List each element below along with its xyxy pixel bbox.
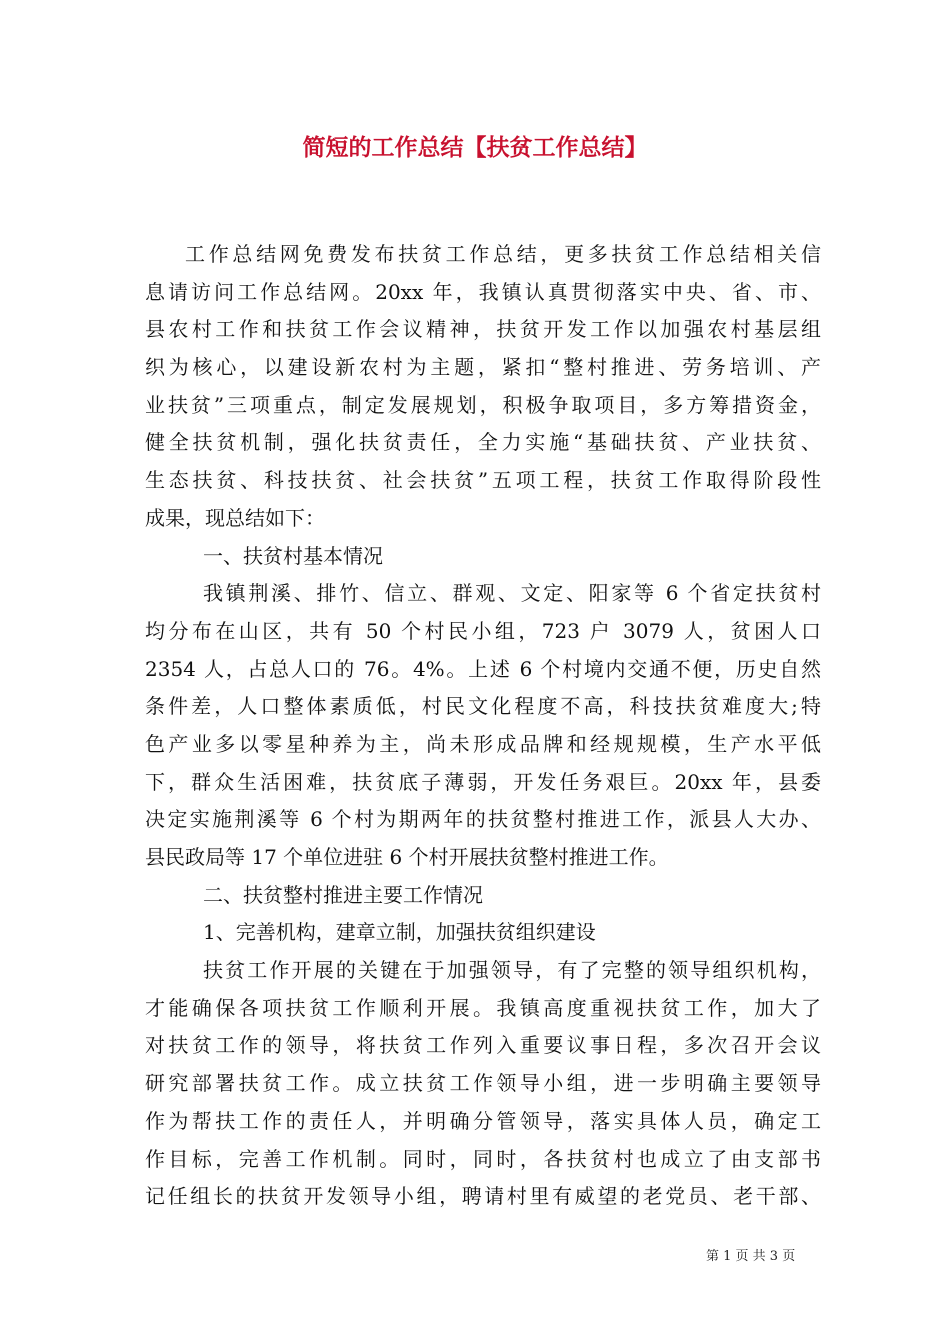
paragraph-line: 作目标，完善工作机制。同时，同时，各扶贫村也成立了由支部书 [145, 1146, 821, 1171]
paragraph-line: 扶贫工作开展的关键在于加强领导，有了完整的领导组织机构， [203, 958, 821, 983]
section-heading: 二、扶贫整村推进主要工作情况 [203, 882, 483, 907]
paragraph-line: 健全扶贫机制，强化扶贫责任，全力实施“基础扶贫、产业扶贫、 [145, 430, 821, 455]
paragraph-line: 才能确保各项扶贫工作顺利开展。我镇高度重视扶贫工作，加大了 [145, 995, 821, 1020]
paragraph-line: 县农村工作和扶贫工作会议精神，扶贫开发工作以加强农村基层组 [145, 317, 821, 342]
paragraph-line: 织为核心，以建设新农村为主题，紧扣“整村推进、劳务培训、产 [145, 355, 821, 380]
paragraph-line: 工作总结网免费发布扶贫工作总结，更多扶贫工作总结相关信 [185, 242, 821, 266]
paragraph-line: 均分布在山区，共有 50 个村民小组，723 户 3079 人，贫困人口 [145, 618, 821, 643]
document-title: 简短的工作总结【扶贫工作总结】 [302, 135, 648, 161]
paragraph-line: 记任组长的扶贫开发领导小组，聘请村里有威望的老党员、老干部、 [145, 1184, 821, 1209]
paragraph-line: 下，群众生活困难，扶贫底子薄弱，开发任务艰巨。20xx 年，县委 [145, 769, 821, 794]
document-body [145, 236, 821, 1216]
section-heading: 一、扶贫村基本情况 [203, 543, 383, 568]
paragraph-line: 研究部署扶贫工作。成立扶贫工作领导小组，进一步明确主要领导 [145, 1071, 821, 1096]
paragraph-line: 条件差，人口整体素质低，村民文化程度不高，科技扶贫难度大;特 [145, 694, 821, 719]
paragraph-line: 县民政局等 17 个单位进驻 6 个村开展扶贫整村推进工作。 [145, 845, 669, 869]
paragraph-line: 作为帮扶工作的责任人，并明确分管领导，落实具体人员，确定工 [145, 1108, 821, 1133]
paragraph-line: 决定实施荆溪等 6 个村为期两年的扶贫整村推进工作，派县人大办、 [145, 807, 821, 832]
paragraph-line: 我镇荆溪、排竹、信立、群观、文定、阳家等 6 个省定扶贫村 [203, 581, 821, 606]
subsection-heading: 1、完善机构，建章立制，加强扶贫组织建设 [203, 920, 596, 945]
paragraph-line: 息请访问工作总结网。20xx 年，我镇认真贯彻落实中央、省、市、 [145, 279, 821, 304]
paragraph-line: 2354 人，占总人口的 76。4%。上述 6 个村境内交通不便，历史自然 [145, 656, 821, 681]
paragraph-line: 生态扶贫、科技扶贫、社会扶贫”五项工程，扶贫工作取得阶段性 [145, 468, 821, 493]
page-number-footer: 第 1 页 共 3 页 [706, 1249, 796, 1264]
paragraph-line: 业扶贫”三项重点，制定发展规划，积极争取项目，多方筹措资金， [145, 392, 821, 417]
paragraph-line: 色产业多以零星种养为主，尚未形成品牌和经规规模，生产水平低 [145, 731, 821, 756]
paragraph-line: 对扶贫工作的领导，将扶贫工作列入重要议事日程，多次召开会议 [145, 1033, 821, 1058]
paragraph-line: 成果，现总结如下： [145, 505, 325, 530]
